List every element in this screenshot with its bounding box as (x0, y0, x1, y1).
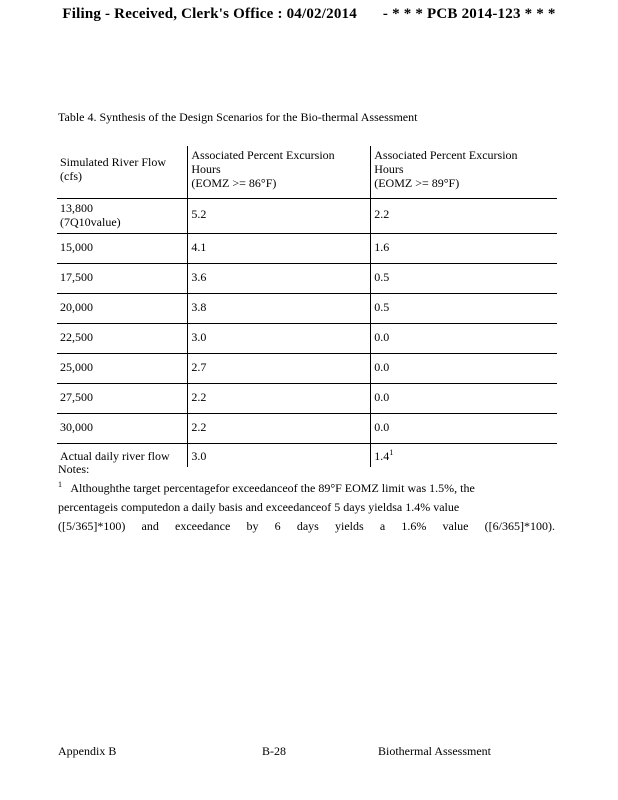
header-flow: Simulated River Flow (cfs) (57, 146, 188, 199)
cell-flow: 13,800 (7Q10value) (57, 199, 188, 234)
cell-pct89: $1.4^1$ (371, 444, 557, 468)
cell-flow: 25,000 (57, 354, 188, 384)
cell-pct86: 2.2 (188, 384, 371, 414)
cell-pct86: 3.8 (188, 294, 371, 324)
table-row (57, 199, 557, 234)
table-row (57, 264, 557, 294)
cell-pct86: 2.2 (188, 414, 371, 444)
footnote-text-line: percentageis computedon a daily basis and exceedanceof 5 days yieldsa 1.4% value (58, 500, 460, 514)
cell-pct86: 3.6 (188, 264, 371, 294)
footnote-ref: 1 (389, 448, 394, 457)
notes-section (58, 460, 555, 536)
footnote-text: $^1$ Althoughthe target percentagefor exceedanceof the 89°F EOMZ limit was 1.5%, the (58, 480, 475, 495)
cell-pct86: 2.7 (188, 354, 371, 384)
page-number: B-28 (262, 744, 286, 758)
table-row (57, 294, 557, 324)
cell-pct86: 5.2 (188, 199, 371, 234)
cell-pct86: 3.0 (188, 444, 371, 468)
footnote-mark: 1 (58, 480, 62, 489)
notes-heading: Notes: (58, 462, 90, 476)
cell-pct89: 0.0 (371, 384, 557, 414)
cell-flow: 15,000 (57, 234, 188, 264)
filing-stamp: Filing - Received, Clerk's Office : 04/02/2014 (62, 6, 357, 22)
pcb-number: - * * * PCB 2014-123 * * * (382, 6, 556, 22)
header-excursion-86: Associated Percent Excursion Hours (EOMZ >= 86°F) (188, 146, 371, 199)
table-row (57, 384, 557, 414)
design-scenarios-table (57, 146, 557, 467)
cell-flow: 17,500 (57, 264, 188, 294)
table-row (57, 414, 557, 444)
cell-flow: 27,500 (57, 384, 188, 414)
cell-pct86: 3.0 (188, 324, 371, 354)
cell-pct86: 4.1 (188, 234, 371, 264)
header-excursion-89: Associated Percent Excursion Hours (EOMZ >= 89°F) (371, 146, 557, 199)
table-row (57, 234, 557, 264)
table-header-row (57, 146, 557, 199)
filing-header (0, 6, 618, 23)
cell-flow: 20,000 (57, 294, 188, 324)
cell-flow: Actual daily river flow (60, 449, 170, 463)
table-caption: Table 4. Synthesis of the Design Scenarios for the Bio-thermal Assessment (58, 110, 418, 124)
cell-pct89: 2.2 (371, 199, 557, 234)
cell-pct89: 1.6 (371, 234, 557, 264)
cell-pct89: 0.0 (371, 324, 557, 354)
table-row (57, 354, 557, 384)
footnote-text-line: ([5/365]*100) and exceedance by 6 days yields a 1.6% value ([6/365]*100). (58, 519, 555, 533)
table-row (57, 324, 557, 354)
footer-appendix: Appendix B (58, 744, 117, 758)
cell-pct89: 0.0 (371, 414, 557, 444)
footer-section: Biothermal Assessment (378, 744, 491, 758)
cell-flow: 22,500 (57, 324, 188, 354)
cell-pct89: 0.5 (371, 294, 557, 324)
cell-pct89: 0.5 (371, 264, 557, 294)
cell-flow: 30,000 (57, 414, 188, 444)
cell-pct89: 0.0 (371, 354, 557, 384)
